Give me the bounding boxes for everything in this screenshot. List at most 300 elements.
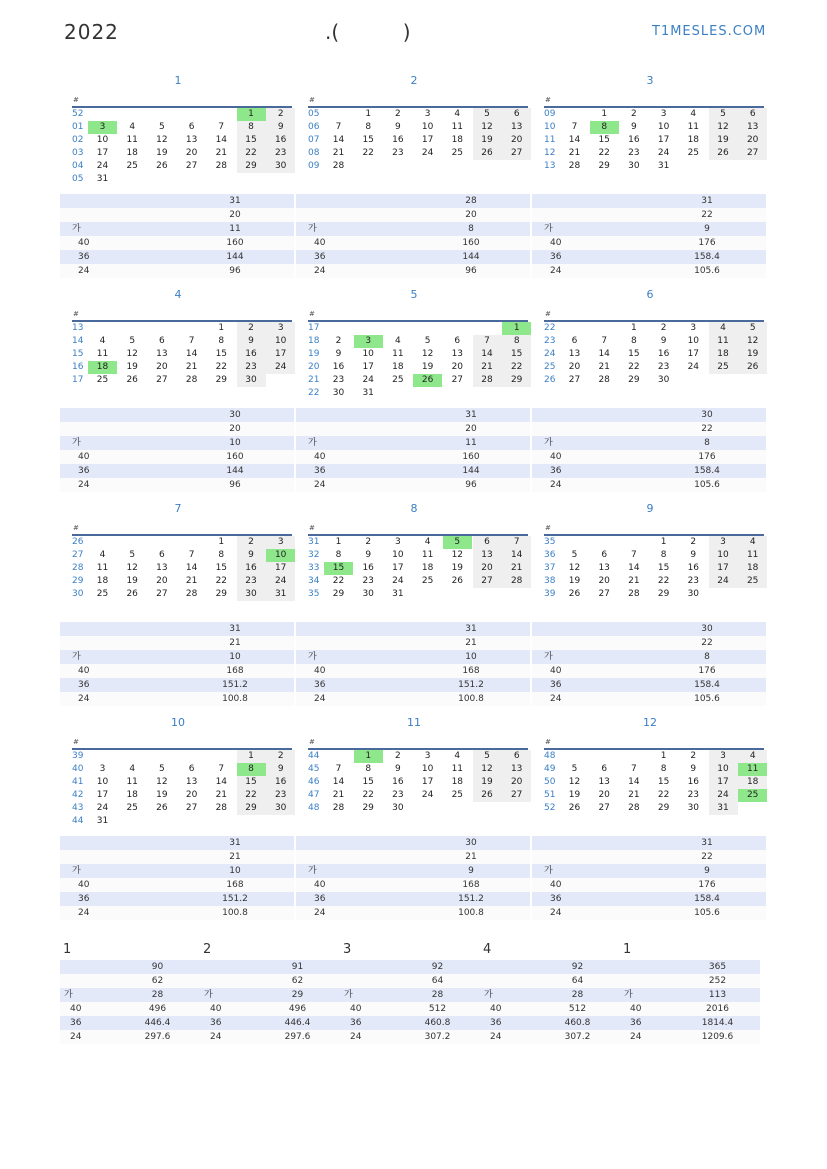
day-cell[interactable]: 8	[660, 764, 667, 774]
day-cell[interactable]: 30	[266, 160, 295, 173]
day-cell[interactable]: 12	[709, 121, 738, 134]
day-cell[interactable]: 30	[392, 803, 404, 813]
day-cell[interactable]: 3	[709, 750, 738, 763]
day-cell[interactable]: 10	[657, 122, 670, 132]
day-cell[interactable]: 24	[266, 575, 295, 588]
day-cell[interactable]: 20	[738, 134, 767, 147]
day-cell[interactable]: 30	[628, 161, 640, 171]
day-cell[interactable]: 22	[362, 148, 374, 158]
day-cell[interactable]: 18	[451, 777, 464, 787]
day-cell[interactable]: 26	[473, 789, 502, 802]
day-cell[interactable]: 4	[738, 750, 767, 763]
day-cell[interactable]: 7	[473, 335, 502, 348]
day-cell[interactable]: 12	[421, 349, 434, 359]
day-cell[interactable]: 27	[185, 803, 198, 813]
day-cell[interactable]: 12	[451, 550, 464, 560]
day-cell[interactable]: 16	[266, 776, 295, 789]
day-cell[interactable]: 22	[215, 576, 228, 586]
day-cell[interactable]: 9	[395, 122, 401, 132]
day-cell[interactable]: 28	[628, 803, 640, 813]
day-cell[interactable]: 18	[96, 576, 109, 586]
day-cell[interactable]: 1	[237, 750, 266, 763]
day-cell[interactable]: 25	[451, 790, 464, 800]
day-cell[interactable]: 16	[362, 563, 374, 573]
day-cell[interactable]: 12	[126, 349, 138, 359]
day-cell[interactable]: 29	[598, 161, 610, 171]
day-cell[interactable]: 8	[502, 335, 531, 348]
day-cell[interactable]: 29	[237, 160, 266, 173]
day-cell[interactable]: 23	[332, 375, 345, 385]
day-cell[interactable]: 5	[443, 536, 472, 549]
day-cell[interactable]: 12	[568, 563, 581, 573]
day-cell[interactable]: 25	[392, 375, 404, 385]
day-cell[interactable]: 13	[502, 121, 531, 134]
day-cell[interactable]: 1	[660, 537, 667, 547]
day-cell[interactable]: 22	[628, 362, 640, 372]
day-cell[interactable]: 27	[156, 589, 168, 599]
day-cell[interactable]: 18	[126, 790, 138, 800]
day-cell[interactable]: 2	[266, 108, 295, 121]
day-cell[interactable]: 29	[362, 803, 374, 813]
day-cell[interactable]: 11	[96, 349, 109, 359]
day-cell[interactable]: 5	[129, 336, 136, 346]
day-cell[interactable]: 6	[188, 122, 195, 132]
day-cell[interactable]: 16	[687, 563, 700, 573]
day-cell[interactable]: 9	[237, 335, 266, 348]
day-cell[interactable]: 8	[590, 121, 619, 134]
day-cell[interactable]: 7	[631, 764, 637, 774]
day-cell[interactable]: 14	[628, 777, 640, 787]
day-cell[interactable]: 26	[451, 576, 464, 586]
day-cell[interactable]: 5	[571, 550, 578, 560]
day-cell[interactable]: 17	[96, 790, 109, 800]
day-cell[interactable]: 6	[159, 336, 165, 346]
day-cell[interactable]: 4	[709, 322, 738, 335]
day-cell[interactable]: 28	[502, 575, 531, 588]
day-cell[interactable]: 1	[502, 322, 531, 335]
day-cell[interactable]: 19	[126, 576, 138, 586]
day-cell[interactable]: 18	[88, 361, 117, 374]
day-cell[interactable]: 15	[657, 563, 670, 573]
day-cell[interactable]: 1	[335, 537, 342, 547]
day-cell[interactable]: 5	[159, 122, 165, 132]
day-cell[interactable]: 24	[687, 362, 700, 372]
day-cell[interactable]: 14	[628, 563, 640, 573]
day-cell[interactable]: 16	[392, 135, 404, 145]
day-cell[interactable]: 4	[99, 550, 106, 560]
day-cell[interactable]: 15	[628, 349, 640, 359]
day-cell[interactable]: 14	[332, 135, 345, 145]
day-cell[interactable]: 18	[738, 562, 767, 575]
day-cell[interactable]: 12	[473, 763, 502, 776]
day-cell[interactable]: 25	[126, 803, 138, 813]
day-cell[interactable]: 17	[362, 362, 374, 372]
day-cell[interactable]: 21	[215, 148, 228, 158]
day-cell[interactable]: 11	[392, 349, 404, 359]
day-cell[interactable]: 23	[687, 790, 700, 800]
day-cell[interactable]: 10	[96, 135, 109, 145]
day-cell[interactable]: 4	[454, 751, 461, 761]
day-cell[interactable]: 19	[568, 790, 581, 800]
day-cell[interactable]: 6	[502, 108, 531, 121]
day-cell[interactable]: 21	[628, 790, 640, 800]
day-cell[interactable]: 4	[454, 109, 461, 119]
day-cell[interactable]: 21	[598, 362, 610, 372]
day-cell[interactable]: 13	[568, 349, 581, 359]
day-cell[interactable]: 24	[709, 789, 738, 802]
day-cell[interactable]: 6	[454, 336, 461, 346]
day-cell[interactable]: 30	[687, 589, 700, 599]
day-cell[interactable]: 23	[237, 361, 266, 374]
day-cell[interactable]: 24	[421, 148, 434, 158]
day-cell[interactable]: 2	[660, 323, 667, 333]
day-cell[interactable]: 3	[424, 109, 431, 119]
day-cell[interactable]: 6	[502, 750, 531, 763]
day-cell[interactable]: 10	[421, 122, 434, 132]
day-cell[interactable]: 29	[237, 802, 266, 815]
day-cell[interactable]: 26	[126, 589, 138, 599]
day-cell[interactable]: 21	[473, 361, 502, 374]
day-cell[interactable]: 14	[185, 349, 198, 359]
day-cell[interactable]: 30	[332, 388, 345, 398]
day-cell[interactable]: 31	[709, 802, 738, 815]
day-cell[interactable]: 25	[421, 576, 434, 586]
day-cell[interactable]: 10	[266, 335, 295, 348]
day-cell[interactable]: 17	[266, 562, 295, 575]
day-cell[interactable]: 17	[709, 562, 738, 575]
day-cell[interactable]: 28	[473, 374, 502, 387]
day-cell[interactable]: 1	[660, 751, 667, 761]
day-cell[interactable]: 18	[709, 348, 738, 361]
day-cell[interactable]: 12	[156, 135, 168, 145]
day-cell[interactable]: 27	[738, 147, 767, 160]
day-cell[interactable]: 20	[598, 790, 610, 800]
day-cell[interactable]: 26	[413, 374, 442, 387]
day-cell[interactable]: 4	[424, 537, 431, 547]
day-cell[interactable]: 24	[657, 148, 670, 158]
day-cell[interactable]: 9	[660, 336, 667, 346]
day-cell[interactable]: 21	[332, 148, 345, 158]
day-cell[interactable]: 2	[237, 322, 266, 335]
day-cell[interactable]: 7	[188, 550, 195, 560]
day-cell[interactable]: 17	[266, 348, 295, 361]
day-cell[interactable]: 9	[335, 349, 342, 359]
day-cell[interactable]: 14	[502, 549, 531, 562]
day-cell[interactable]: 8	[365, 122, 372, 132]
day-cell[interactable]: 31	[362, 388, 374, 398]
day-cell[interactable]: 29	[332, 589, 345, 599]
day-cell[interactable]: 19	[473, 776, 502, 789]
day-cell[interactable]: 8	[237, 763, 266, 776]
day-cell[interactable]: 20	[451, 362, 464, 372]
day-cell[interactable]: 15	[598, 135, 610, 145]
day-cell[interactable]: 3	[690, 323, 697, 333]
day-cell[interactable]: 22	[598, 148, 610, 158]
day-cell[interactable]: 29	[502, 374, 531, 387]
day-cell[interactable]: 21	[502, 562, 531, 575]
day-cell[interactable]: 13	[473, 549, 502, 562]
day-cell[interactable]: 21	[332, 790, 345, 800]
day-cell[interactable]: 24	[96, 803, 109, 813]
day-cell[interactable]: 29	[215, 589, 228, 599]
day-cell[interactable]: 27	[185, 161, 198, 171]
day-cell[interactable]: 11	[687, 122, 700, 132]
day-cell[interactable]: 8	[335, 550, 342, 560]
day-cell[interactable]: 2	[631, 109, 637, 119]
day-cell[interactable]: 10	[392, 550, 404, 560]
day-cell[interactable]: 10	[687, 336, 700, 346]
day-cell[interactable]: 11	[126, 777, 138, 787]
day-cell[interactable]: 12	[126, 563, 138, 573]
day-cell[interactable]: 13	[156, 349, 168, 359]
day-cell[interactable]: 8	[660, 550, 667, 560]
day-cell[interactable]: 2	[690, 537, 697, 547]
day-cell[interactable]: 9	[237, 549, 266, 562]
day-cell[interactable]: 9	[631, 122, 637, 132]
day-cell[interactable]: 3	[354, 335, 383, 348]
day-cell[interactable]: 16	[628, 135, 640, 145]
day-cell[interactable]: 4	[129, 764, 136, 774]
day-cell[interactable]: 6	[159, 550, 165, 560]
day-cell[interactable]: 30	[237, 374, 266, 387]
day-cell[interactable]: 27	[451, 375, 464, 385]
day-cell[interactable]: 13	[598, 563, 610, 573]
day-cell[interactable]: 5	[738, 322, 767, 335]
day-cell[interactable]: 2	[266, 750, 295, 763]
day-cell[interactable]: 24	[266, 361, 295, 374]
day-cell[interactable]: 13	[185, 135, 198, 145]
day-cell[interactable]: 24	[421, 790, 434, 800]
day-cell[interactable]: 2	[395, 751, 401, 761]
day-cell[interactable]: 20	[502, 134, 531, 147]
day-cell[interactable]: 31	[266, 588, 295, 601]
day-cell[interactable]: 20	[185, 148, 198, 158]
day-cell[interactable]: 18	[451, 135, 464, 145]
day-cell[interactable]: 10	[266, 549, 295, 562]
day-cell[interactable]: 11	[451, 764, 464, 774]
day-cell[interactable]: 19	[156, 148, 168, 158]
day-cell[interactable]: 28	[332, 803, 345, 813]
day-cell[interactable]: 20	[156, 576, 168, 586]
day-cell[interactable]: 21	[628, 576, 640, 586]
day-cell[interactable]: 14	[598, 349, 610, 359]
day-cell[interactable]: 5	[571, 764, 578, 774]
day-cell[interactable]: 7	[631, 550, 637, 560]
day-cell[interactable]: 26	[156, 803, 168, 813]
day-cell[interactable]: 31	[657, 161, 670, 171]
day-cell[interactable]: 19	[709, 134, 738, 147]
day-cell[interactable]: 18	[687, 135, 700, 145]
day-cell[interactable]: 7	[335, 764, 342, 774]
day-cell[interactable]: 22	[237, 789, 266, 802]
day-cell[interactable]: 25	[687, 148, 700, 158]
day-cell[interactable]: 27	[598, 589, 610, 599]
day-cell[interactable]: 12	[738, 335, 767, 348]
day-cell[interactable]: 2	[237, 536, 266, 549]
day-cell[interactable]: 10	[96, 777, 109, 787]
day-cell[interactable]: 31	[96, 174, 109, 184]
day-cell[interactable]: 23	[392, 148, 404, 158]
day-cell[interactable]: 6	[473, 536, 502, 549]
day-cell[interactable]: 12	[156, 777, 168, 787]
day-cell[interactable]: 21	[185, 362, 198, 372]
day-cell[interactable]: 16	[237, 562, 266, 575]
day-cell[interactable]: 8	[631, 336, 637, 346]
day-cell[interactable]: 18	[392, 362, 404, 372]
day-cell[interactable]: 27	[598, 803, 610, 813]
day-cell[interactable]: 5	[424, 336, 431, 346]
day-cell[interactable]: 15	[215, 563, 228, 573]
day-cell[interactable]: 2	[335, 336, 342, 346]
day-cell[interactable]: 30	[657, 375, 670, 385]
day-cell[interactable]: 7	[571, 122, 578, 132]
day-cell[interactable]: 9	[690, 764, 697, 774]
day-cell[interactable]: 8	[218, 550, 225, 560]
day-cell[interactable]: 23	[687, 576, 700, 586]
day-cell[interactable]: 21	[185, 576, 198, 586]
day-cell[interactable]: 11	[738, 763, 767, 776]
day-cell[interactable]: 28	[568, 161, 581, 171]
day-cell[interactable]: 30	[362, 589, 374, 599]
day-cell[interactable]: 11	[738, 549, 767, 562]
day-cell[interactable]: 15	[502, 348, 531, 361]
day-cell[interactable]: 17	[392, 563, 404, 573]
day-cell[interactable]: 28	[628, 589, 640, 599]
day-cell[interactable]: 3	[266, 536, 295, 549]
day-cell[interactable]: 6	[601, 764, 608, 774]
day-cell[interactable]: 19	[568, 576, 581, 586]
day-cell[interactable]: 15	[237, 776, 266, 789]
day-cell[interactable]: 30	[266, 802, 295, 815]
day-cell[interactable]: 5	[129, 550, 136, 560]
day-cell[interactable]: 15	[362, 777, 374, 787]
day-cell[interactable]: 11	[421, 550, 434, 560]
day-cell[interactable]: 16	[266, 134, 295, 147]
day-cell[interactable]: 28	[185, 589, 198, 599]
day-cell[interactable]: 31	[392, 589, 404, 599]
day-cell[interactable]: 24	[709, 575, 738, 588]
day-cell[interactable]: 11	[709, 335, 738, 348]
day-cell[interactable]: 16	[657, 349, 670, 359]
day-cell[interactable]: 20	[473, 562, 502, 575]
day-cell[interactable]: 3	[424, 751, 431, 761]
day-cell[interactable]: 28	[215, 803, 228, 813]
day-cell[interactable]: 20	[598, 576, 610, 586]
day-cell[interactable]: 9	[395, 764, 401, 774]
day-cell[interactable]: 5	[709, 108, 738, 121]
day-cell[interactable]: 9	[266, 763, 295, 776]
day-cell[interactable]: 7	[502, 536, 531, 549]
day-cell[interactable]: 26	[568, 803, 581, 813]
day-cell[interactable]: 13	[502, 763, 531, 776]
day-cell[interactable]: 30	[237, 588, 266, 601]
day-cell[interactable]: 23	[266, 789, 295, 802]
day-cell[interactable]: 1	[354, 750, 383, 763]
day-cell[interactable]: 14	[568, 135, 581, 145]
day-cell[interactable]: 5	[159, 764, 165, 774]
day-cell[interactable]: 22	[657, 790, 670, 800]
day-cell[interactable]: 7	[218, 122, 225, 132]
day-cell[interactable]: 6	[188, 764, 195, 774]
day-cell[interactable]: 8	[237, 121, 266, 134]
day-cell[interactable]: 14	[215, 135, 228, 145]
day-cell[interactable]: 10	[709, 549, 738, 562]
day-cell[interactable]: 22	[215, 362, 228, 372]
day-cell[interactable]: 25	[738, 575, 767, 588]
day-cell[interactable]: 26	[473, 147, 502, 160]
day-cell[interactable]: 3	[88, 121, 117, 134]
day-cell[interactable]: 28	[598, 375, 610, 385]
day-cell[interactable]: 9	[365, 550, 372, 560]
day-cell[interactable]: 20	[502, 776, 531, 789]
day-cell[interactable]: 13	[598, 777, 610, 787]
day-cell[interactable]: 10	[421, 764, 434, 774]
day-cell[interactable]: 21	[568, 148, 581, 158]
day-cell[interactable]: 8	[365, 764, 372, 774]
day-cell[interactable]: 1	[237, 108, 266, 121]
day-cell[interactable]: 11	[126, 135, 138, 145]
day-cell[interactable]: 31	[96, 816, 109, 826]
day-cell[interactable]: 2	[690, 751, 697, 761]
day-cell[interactable]: 18	[421, 563, 434, 573]
day-cell[interactable]: 28	[332, 161, 345, 171]
day-cell[interactable]: 28	[185, 375, 198, 385]
day-cell[interactable]: 7	[601, 336, 608, 346]
day-cell[interactable]: 29	[628, 375, 640, 385]
day-cell[interactable]: 25	[451, 148, 464, 158]
day-cell[interactable]: 17	[657, 135, 670, 145]
day-cell[interactable]: 1	[218, 323, 225, 333]
day-cell[interactable]: 25	[738, 789, 767, 802]
day-cell[interactable]: 28	[215, 161, 228, 171]
day-cell[interactable]: 22	[332, 576, 345, 586]
day-cell[interactable]: 2	[395, 109, 401, 119]
day-cell[interactable]: 17	[687, 349, 700, 359]
day-cell[interactable]: 25	[126, 161, 138, 171]
day-cell[interactable]: 20	[156, 362, 168, 372]
day-cell[interactable]: 1	[631, 323, 637, 333]
day-cell[interactable]: 6	[601, 550, 608, 560]
day-cell[interactable]: 12	[473, 121, 502, 134]
day-cell[interactable]: 5	[473, 108, 502, 121]
day-cell[interactable]: 13	[185, 777, 198, 787]
day-cell[interactable]: 6	[738, 108, 767, 121]
day-cell[interactable]: 23	[362, 576, 374, 586]
day-cell[interactable]: 10	[709, 763, 738, 776]
day-cell[interactable]: 18	[738, 776, 767, 789]
day-cell[interactable]: 24	[362, 375, 374, 385]
day-cell[interactable]: 19	[451, 563, 464, 573]
day-cell[interactable]: 22	[362, 790, 374, 800]
day-cell[interactable]: 29	[657, 803, 670, 813]
day-cell[interactable]: 26	[568, 589, 581, 599]
day-cell[interactable]: 7	[335, 122, 342, 132]
day-cell[interactable]: 27	[502, 147, 531, 160]
day-cell[interactable]: 20	[185, 790, 198, 800]
day-cell[interactable]: 4	[738, 536, 767, 549]
day-cell[interactable]: 3	[99, 764, 106, 774]
day-cell[interactable]: 9	[266, 121, 295, 134]
day-cell[interactable]: 1	[218, 537, 225, 547]
day-cell[interactable]: 25	[96, 589, 109, 599]
day-cell[interactable]: 7	[188, 336, 195, 346]
day-cell[interactable]: 23	[628, 148, 640, 158]
day-cell[interactable]: 15	[657, 777, 670, 787]
day-cell[interactable]: 9	[690, 550, 697, 560]
day-cell[interactable]: 14	[473, 348, 502, 361]
site-logo[interactable]: T1MESLES.COM	[652, 24, 767, 39]
day-cell[interactable]: 3	[266, 322, 295, 335]
